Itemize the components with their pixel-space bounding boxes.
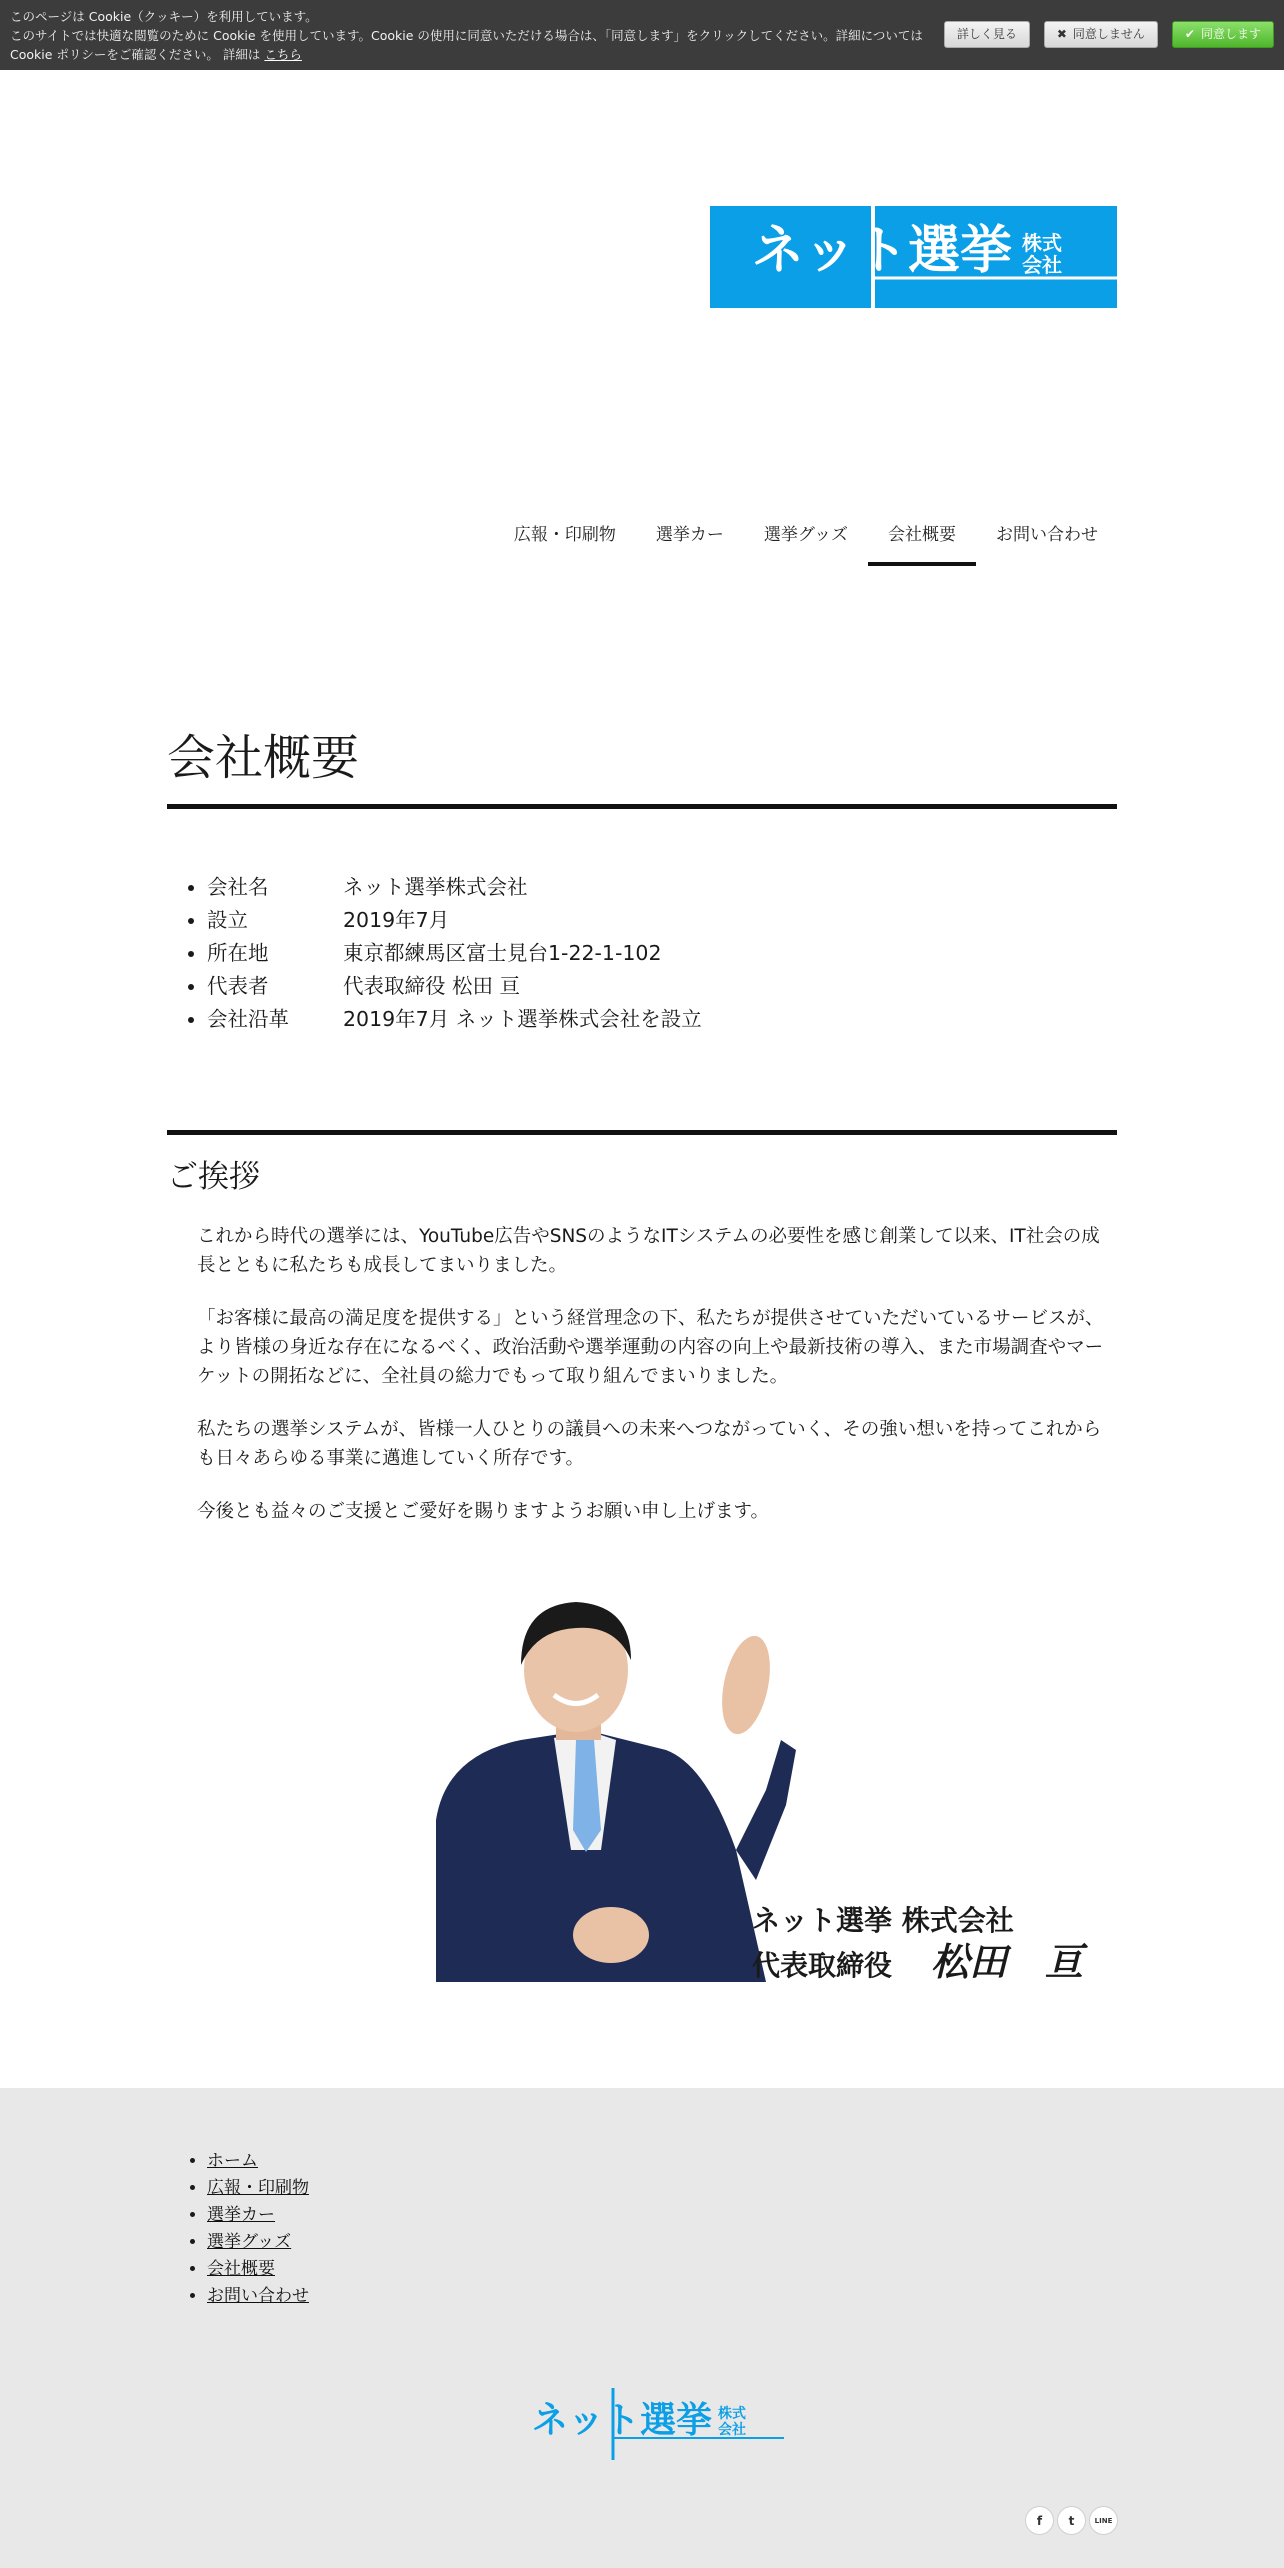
list-item <box>207 2229 309 2256</box>
portrait-company-text: ネット選挙 株式会社 <box>752 1904 1014 1937</box>
list-item <box>207 2148 309 2175</box>
section-divider <box>167 1130 1117 1135</box>
list-item <box>207 937 1117 970</box>
overview-label: 代表者 <box>207 974 269 998</box>
cookie-line2: このサイトでは快適な閲覧のために Cookie を使用しています。Cookie の使用に同意いただける場合は、「同意します」をクリックしてください。詳細については Cookie ポリシーをご確認ください。 詳細は <box>10 28 923 62</box>
footer-link-car[interactable]: 選挙カー <box>207 2205 275 2225</box>
cookie-banner <box>0 0 1284 70</box>
site-logo[interactable] <box>710 206 1117 308</box>
greeting-paragraph: これから時代の選挙には、YouTube広告やSNSのようなITシステムの必要性を感じ創業して以来、IT社会の成長とともに私たちも成長してまいりました。 <box>197 1226 1100 1276</box>
check-icon: ✔ <box>1184 27 1195 41</box>
greeting-title: ご挨拶 <box>167 1159 260 1195</box>
list-item <box>207 2256 309 2283</box>
nav-item-company[interactable]: 会社概要 <box>868 512 976 566</box>
cookie-decline-label: 同意しません <box>1072 27 1145 41</box>
footer-link-goods[interactable]: 選挙グッズ <box>207 2232 292 2252</box>
footer-logo-sub1: 株式 <box>718 2406 746 2422</box>
close-icon: ✖ <box>1056 27 1067 41</box>
greeting-paragraph: 「お客様に最高の満足度を提供する」という経営理念の下、私たちが提供させていただいているサービスが、より皆様の身近な存在になるべく、政治活動や選挙運動の内容の向上や最新技術の導入、また市場調査やマーケットの開拓などに、全社員の総力でもって取り組んでまいりました。 <box>197 1308 1104 1387</box>
footer-links <box>207 2148 309 2310</box>
overview-label: 会社沿革 <box>207 1007 289 1031</box>
overview-value: 2019年7月 ネット選挙株式会社を設立 <box>343 1007 702 1031</box>
portrait-name-text: 松田 亘 <box>931 1939 1084 1982</box>
social-links <box>1025 2506 1118 2535</box>
footer-link-company[interactable]: 会社概要 <box>207 2259 275 2279</box>
overview-value: 2019年7月 <box>343 908 450 932</box>
footer-logo[interactable] <box>528 2388 784 2464</box>
nav-item-car[interactable]: 選挙カー <box>655 525 724 545</box>
cookie-more-label: 詳しく見る <box>956 27 1017 41</box>
overview-label: 所在地 <box>207 941 269 965</box>
footer-link-contact[interactable]: お問い合わせ <box>207 2286 309 2306</box>
footer-logo-sub2: 会社 <box>718 2422 746 2438</box>
company-overview-list <box>207 871 1117 1036</box>
cookie-line1: このページは Cookie（クッキー）を利用しています。 <box>10 9 318 24</box>
ceo-portrait-image <box>436 1590 1116 1982</box>
list-item <box>207 871 1117 904</box>
nav-item-contact[interactable]: お問い合わせ <box>996 525 1098 545</box>
nav-item-print[interactable]: 広報・印刷物 <box>513 525 616 545</box>
overview-label: 設立 <box>207 908 248 932</box>
greeting-paragraph: 今後とも益々のご支援とご愛好を賜りますようお願い申し上げます。 <box>197 1501 770 1522</box>
nav-item-goods[interactable]: 選挙グッズ <box>763 525 848 545</box>
line-icon[interactable]: LINE <box>1089 2506 1118 2535</box>
footer-logo-main: ネット選挙 <box>532 2400 713 2441</box>
list-item <box>207 1003 1117 1036</box>
cookie-details-link[interactable]: こちら <box>264 47 302 62</box>
list-item <box>207 970 1117 1003</box>
list-item <box>207 904 1117 937</box>
main-content <box>167 722 1117 1550</box>
cookie-more-button[interactable] <box>944 21 1030 48</box>
greeting-body <box>197 1222 1117 1526</box>
list-item <box>207 2283 309 2310</box>
overview-value: 東京都練馬区富士見台1-22-1-102 <box>343 941 662 965</box>
list-item <box>207 2175 309 2202</box>
overview-value: ネット選挙株式会社 <box>343 875 528 899</box>
facebook-icon[interactable]: f <box>1025 2506 1054 2535</box>
twitter-icon[interactable]: t <box>1057 2506 1086 2535</box>
portrait-role-text: 代表取締役 <box>752 1949 893 1982</box>
footer-link-home[interactable]: ホーム <box>207 2151 258 2171</box>
list-item <box>207 2202 309 2229</box>
logo-main-text: ネット選挙 <box>752 221 1013 281</box>
cookie-decline-button[interactable] <box>1044 21 1158 48</box>
overview-value: 代表取締役 松田 亘 <box>343 974 521 998</box>
cookie-accept-button[interactable] <box>1172 21 1274 48</box>
logo-sub2-text: 会社 <box>1022 253 1062 277</box>
cookie-message <box>10 7 930 64</box>
logo-sub1-text: 株式 <box>1022 231 1062 255</box>
main-nav <box>494 512 1118 566</box>
footer-link-print[interactable]: 広報・印刷物 <box>207 2178 309 2198</box>
cookie-accept-label: 同意します <box>1200 27 1261 41</box>
greeting-paragraph: 私たちの選挙システムが、皆様一人ひとりの議員への未来へつながっていく、その強い想いを持ってこれからも日々あらゆる事業に邁進していく所存です。 <box>197 1419 1102 1469</box>
page-title: 会社概要 <box>167 722 1117 809</box>
overview-label: 会社名 <box>207 875 269 899</box>
site-footer <box>0 2088 1284 2568</box>
